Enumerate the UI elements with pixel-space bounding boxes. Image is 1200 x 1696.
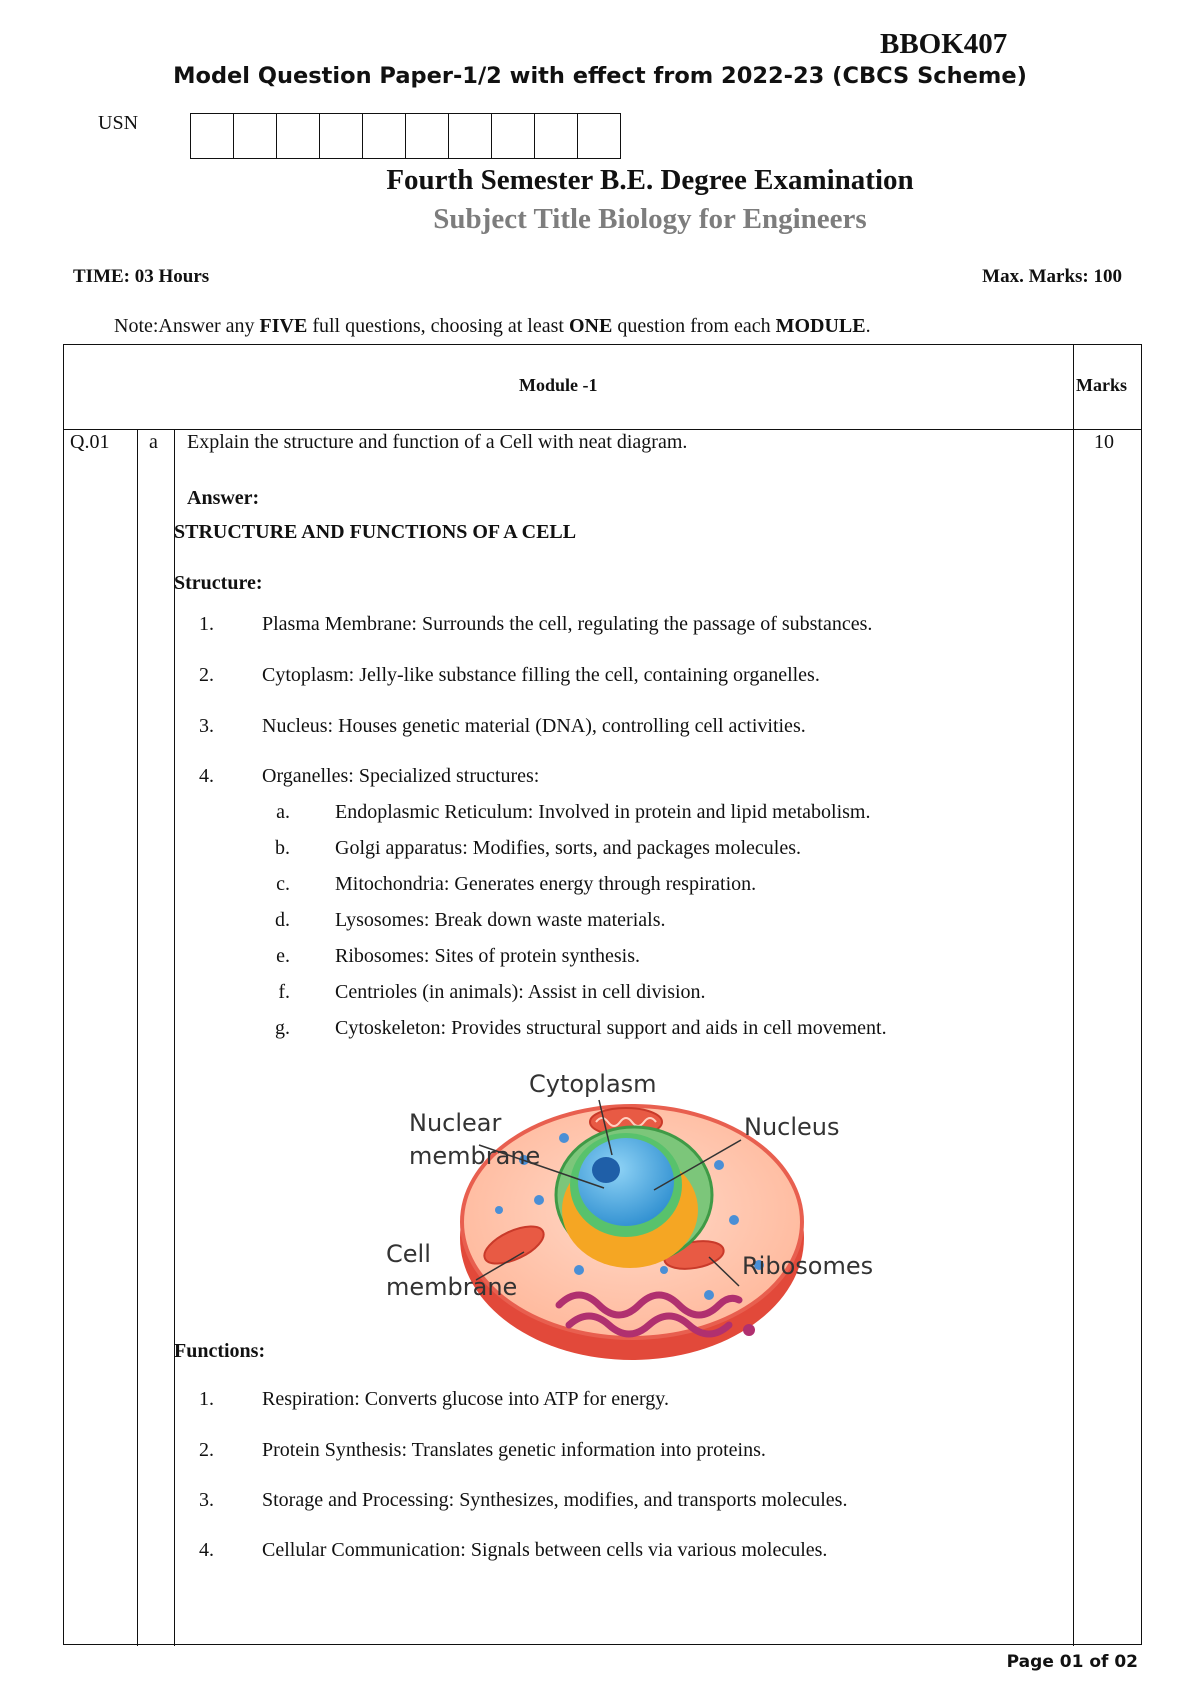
ribosome [574,1265,584,1275]
module-label: Module -1 [519,375,598,395]
label-nuclear-membrane-2: membrane [409,1142,541,1170]
usn-box [277,114,320,158]
ribosome [660,1266,668,1274]
row-divider [64,429,1141,430]
list-number: 2. [199,664,214,686]
usn-boxes [190,113,621,159]
list-item: Cellular Communication: Signals between cells via various molecules. [262,1539,828,1561]
list-number: 4. [199,765,214,787]
subject-code: BBOK407 [880,28,1008,60]
note-text: Note:Answer any [114,315,260,337]
sublist-item: Cytoskeleton: Provides structural support and aids in cell movement. [335,1017,887,1039]
model-paper-title: Model Question Paper-1/2 with effect from 2022-23 (CBCS Scheme) [173,63,1027,89]
answer-heading: STRUCTURE AND FUNCTIONS OF A CELL [174,521,577,543]
nucleolus [592,1157,620,1183]
usn-box [234,114,277,158]
note-text: question from each [612,315,776,337]
col-divider [174,429,175,1646]
sublist-letter: d. [275,909,290,931]
list-number: 1. [199,613,214,635]
usn-box [320,114,363,158]
note-bold: FIVE [259,315,308,337]
marks-header: Marks [1076,375,1127,395]
usn-box [406,114,449,158]
usn-label: USN [98,112,139,134]
question-part: a [149,431,158,453]
question-number: Q.01 [70,431,110,453]
sublist-item: Lysosomes: Break down waste materials. [335,909,666,931]
list-item: Organelles: Specialized structures: [262,765,540,787]
ribosome [704,1290,714,1300]
ribosome [534,1195,544,1205]
list-item: Protein Synthesis: Translates genetic information into proteins. [262,1439,766,1461]
label-cytoplasm: Cytoplasm [529,1070,657,1098]
label-nucleus: Nucleus [744,1113,840,1141]
sublist-letter: a. [276,801,290,823]
list-number: 4. [199,1539,214,1561]
answer-label: Answer: [187,487,260,509]
sublist-item: Ribosomes: Sites of protein synthesis. [335,945,640,967]
nucleus [578,1138,674,1226]
sublist-letter: b. [275,837,290,859]
usn-box [578,114,621,158]
list-number: 2. [199,1439,214,1461]
exam-time: TIME: 03 Hours [73,266,210,287]
note-text: full questions, choosing at least [307,315,569,337]
usn-box [535,114,578,158]
usn-box [492,114,535,158]
sublist-letter: c. [276,873,290,895]
label-ribosomes: Ribosomes [742,1252,874,1280]
ribosome [495,1206,503,1214]
col-divider [1073,345,1074,1646]
vesicle [743,1324,755,1336]
note-bold: ONE [568,315,613,337]
functions-label: Functions: [174,1340,266,1362]
sublist-item: Centrioles (in animals): Assist in cell division. [335,981,706,1003]
page-number: Page 01 of 02 [1006,1652,1138,1672]
label-nuclear-membrane-1: Nuclear [409,1109,502,1137]
note-text: . [865,315,871,337]
list-number: 3. [199,1489,214,1511]
list-number: 3. [199,715,214,737]
sublist-letter: f. [278,981,290,1003]
list-item: Storage and Processing: Synthesizes, modifies, and transports molecules. [262,1489,848,1511]
usn-box [449,114,492,158]
list-number: 1. [199,1388,214,1410]
label-cell-membrane-1: Cell [386,1240,431,1268]
usn-box [191,114,234,158]
note-bold: MODULE [775,315,866,337]
structure-label: Structure: [174,572,263,594]
sublist-item: Mitochondria: Generates energy through respiration. [335,873,757,895]
list-item: Nucleus: Houses genetic material (DNA), controlling cell activities. [262,715,806,737]
sublist-item: Golgi apparatus: Modifies, sorts, and packages molecules. [335,837,801,859]
label-cell-membrane-2: membrane [386,1273,518,1301]
instruction-note [114,315,871,338]
usn-box [363,114,406,158]
ribosome [729,1215,739,1225]
exam-title: Fourth Semester B.E. Degree Examination [386,164,914,196]
sublist-letter: g. [275,1017,290,1039]
ribosome [714,1160,724,1170]
list-item: Plasma Membrane: Surrounds the cell, regulating the passage of substances. [262,613,873,635]
ribosome [559,1133,569,1143]
sublist-letter: e. [276,945,290,967]
max-marks: Max. Marks: 100 [982,266,1122,287]
sublist-item: Endoplasmic Reticulum: Involved in protein and lipid metabolism. [335,801,871,823]
question-text: Explain the structure and function of a Cell with neat diagram. [187,431,688,453]
list-item: Respiration: Converts glucose into ATP for energy. [262,1388,669,1410]
list-item: Cytoplasm: Jelly-like substance filling the cell, containing organelles. [262,664,820,686]
question-table [63,344,1142,1645]
cell-diagram [364,1060,884,1370]
subject-title: Subject Title Biology for Engineers [433,203,867,235]
question-marks: 10 [1094,431,1114,453]
col-divider [137,429,138,1646]
